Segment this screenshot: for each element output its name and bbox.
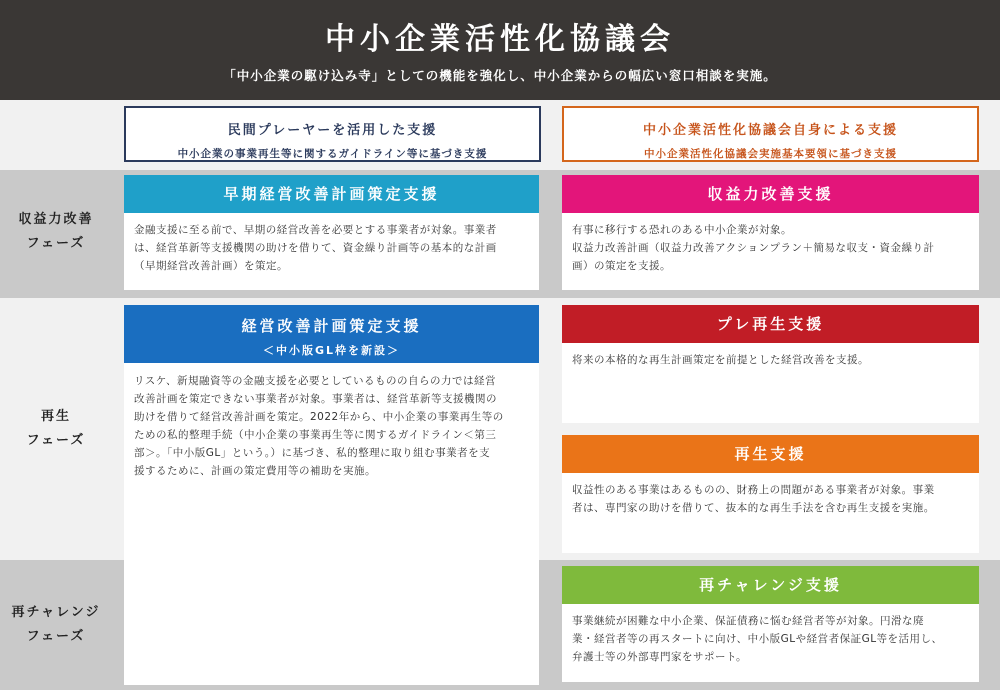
phase-label-rechallenge (0, 601, 112, 649)
phase-label-line1: 収益力改善 (18, 212, 94, 227)
card-text-line: 将来の本格的な再生計画策定を前提とした経営改善を支援。 (572, 354, 869, 366)
card-title-block (124, 305, 539, 363)
card-title: 収益力改善支援 (562, 175, 979, 213)
card-body (562, 343, 979, 369)
page-subtitle: 「中小企業の駆け込み寺」としての機能を強化し、中小企業からの幅広い窓口相談を実施。 (223, 68, 777, 83)
card-subtitle: ＜中小版GL枠を新設＞ (262, 344, 401, 357)
card-profit-improvement (562, 175, 979, 290)
card-body (124, 363, 539, 480)
card-text-line: （早期経営改善計画）を策定。 (134, 260, 288, 272)
card-body (124, 213, 539, 275)
card-title: 早期経営改善計画策定支援 (124, 175, 539, 213)
card-title: 再生支援 (562, 435, 979, 473)
column-header-title: 民間プレーヤーを活用した支援 (227, 123, 438, 138)
card-text-line: 部＞。「中小版GL」という。）に基づき、私的整理に取り組む事業者を支 (134, 447, 491, 459)
phase-label-line2: フェーズ (26, 236, 86, 251)
card-text-line: 収益性のある事業はあるものの、財務上の問題がある事業者が対象。事業 (572, 484, 935, 496)
card-title: 再チャレンジ支援 (562, 566, 979, 604)
card-text-line: 改善計画を策定できない事業者が対象。事業者は、経営革新等支援機関の (134, 393, 497, 405)
column-header-subtitle: 中小企業の事業再生等に関するガイドライン等に基づき支援 (177, 148, 488, 160)
column-header-council (562, 106, 979, 162)
card-body (562, 604, 979, 666)
column-header-title: 中小企業活性化協議会自身による支援 (642, 123, 898, 138)
card-text-line: 業・経営者等の再スタートに向け、中小版GLや経営者保証GL等を活用し、 (572, 633, 943, 645)
card-title: 経営改善計画策定支援 (241, 317, 422, 335)
card-text-line: ための私的整理手続（中小企業の事業再生等に関するガイドライン＜第三 (134, 429, 497, 441)
phase-label-profit (0, 208, 112, 256)
phase-label-line1: 再生 (40, 409, 71, 424)
card-text-line: 者は、専門家の助けを借りて、抜本的な再生手法を含む再生支援を実施。 (572, 502, 935, 514)
card-body (562, 213, 979, 275)
card-text-line: 画）の策定を支援。 (572, 260, 671, 272)
card-management-plan (124, 305, 539, 685)
phase-label-line1: 再チャレンジ (11, 605, 101, 620)
card-pre-revival (562, 305, 979, 423)
phase-label-revival (0, 405, 112, 453)
card-text-line: リスケ、新規融資等の金融支援を必要としているものの自らの力では経営 (134, 375, 497, 387)
card-revival (562, 435, 979, 553)
card-early-plan (124, 175, 539, 290)
card-text-line: 金融支援に至る前で、早期の経営改善を必要とする事業者が対象。事業者 (134, 224, 497, 236)
page-title: 中小企業活性化協議会 (325, 22, 675, 57)
phase-label-line2: フェーズ (26, 433, 86, 448)
card-text-line: 助けを借りて経営改善計画を策定。2022年から、中小企業の事業再生等の (134, 411, 504, 423)
card-text-line: 弁護士等の外部専門家をサポート。 (572, 651, 748, 663)
card-text-line: は、経営革新等支援機関の助けを借りて、資金繰り計画等の基本的な計画 (134, 242, 497, 254)
phase-label-line2: フェーズ (26, 629, 86, 644)
column-header-subtitle: 中小企業活性化協議会実施基本要領に基づき支援 (644, 148, 897, 160)
card-text-line: 事業継続が困難な中小企業、保証債務に悩む経営者等が対象。円滑な廃 (572, 615, 924, 627)
card-rechallenge (562, 566, 979, 682)
column-header-private (124, 106, 541, 162)
card-body (562, 473, 979, 517)
card-text-line: 有事に移行する恐れのある中小企業が対象。 (572, 224, 792, 236)
card-title: プレ再生支援 (562, 305, 979, 343)
card-text-line: 収益力改善計画（収益力改善アクションプラン＋簡易な収支・資金繰り計 (572, 242, 935, 254)
card-text-line: 援するために、計画の策定費用等の補助を実施。 (134, 465, 376, 477)
